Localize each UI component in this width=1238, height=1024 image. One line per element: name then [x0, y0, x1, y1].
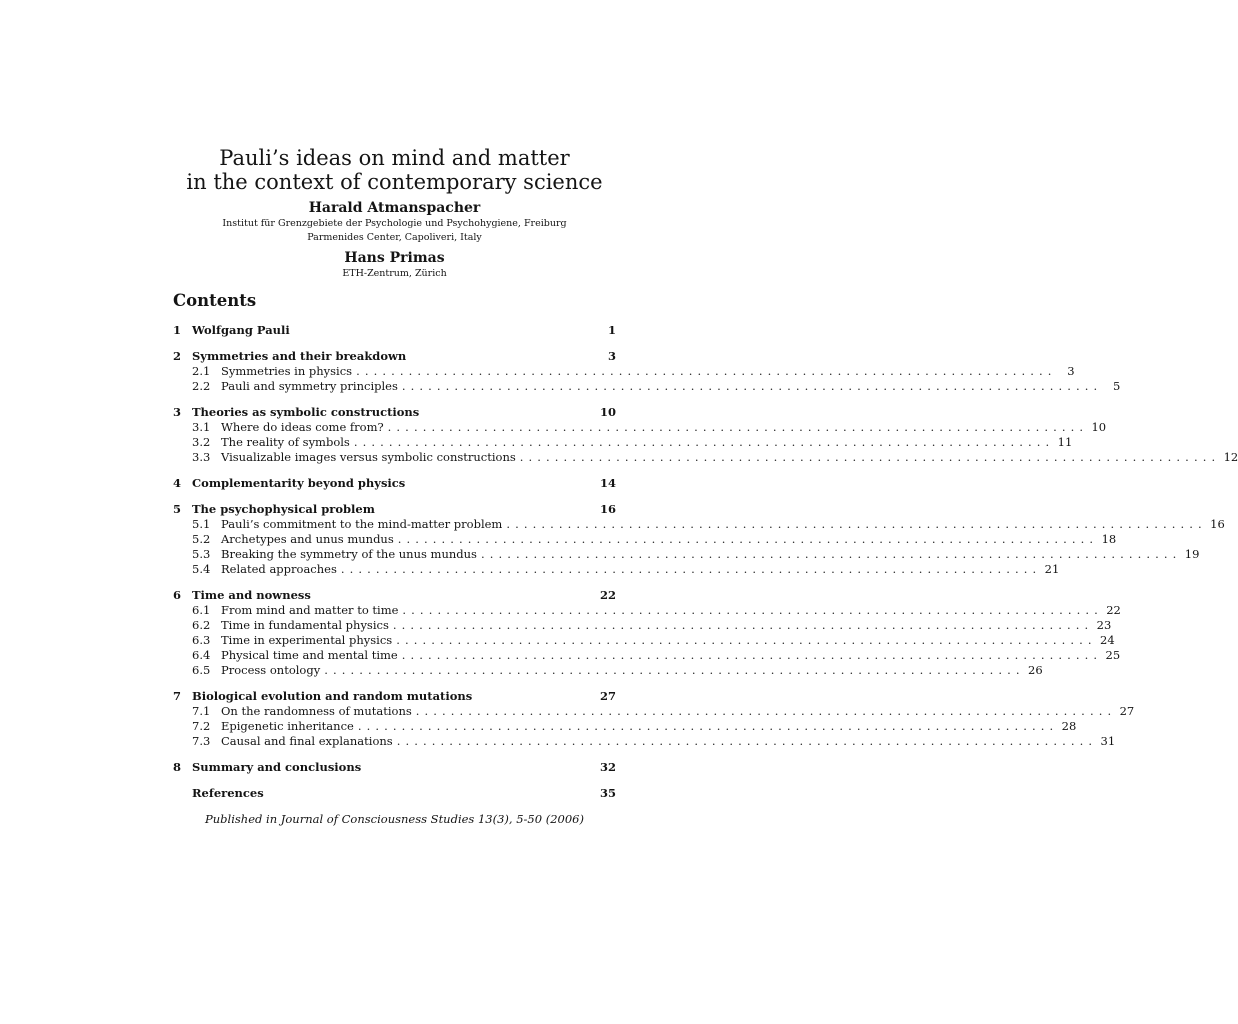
toc-subsection-number: 3.2 [192, 435, 211, 449]
toc-page-number: 10 [1091, 420, 1107, 434]
toc-section-number: 4 [173, 476, 182, 490]
toc-subsection-title: Time in experimental physics [221, 633, 393, 647]
toc-subsection-title: Related approaches [221, 562, 337, 576]
toc-section-title: References [192, 786, 264, 800]
toc-subsection-title: Pauli and symmetry principles [221, 379, 398, 393]
toc-page-number: 23 [1096, 618, 1112, 632]
toc-section-number: 8 [173, 760, 182, 774]
toc-section-number: 5 [173, 502, 182, 516]
title-line-2: in the context of contemporary science [186, 170, 603, 194]
dot-leader: ................................................................................ [353, 435, 1055, 449]
toc-subsection-title: Physical time and mental time [221, 648, 398, 662]
toc-section-entry[interactable] [173, 349, 616, 364]
title-block [173, 146, 616, 281]
toc-section [173, 689, 1135, 749]
toc-subsection-entry[interactable] [173, 517, 1225, 532]
toc-section-title: The psychophysical problem [192, 502, 375, 516]
dot-leader: ................................................................................ [401, 648, 1103, 662]
toc-subsection-number: 6.1 [192, 603, 211, 617]
toc-subsection-title: Pauli’s commitment to the mind-matter problem [221, 517, 503, 531]
toc-subsection-entry[interactable] [173, 435, 1073, 450]
author-name: Harald Atmanspacher [308, 200, 481, 216]
toc-subsection-entry[interactable] [173, 663, 1043, 678]
toc-subsection-entry[interactable] [173, 532, 1117, 547]
toc-subsection-number: 6.5 [192, 663, 211, 677]
toc-section-entry[interactable] [173, 689, 616, 704]
toc-subsection-entry[interactable] [173, 364, 1075, 379]
toc-subsection-number: 3.1 [192, 420, 211, 434]
dot-leader: ................................................................................ [519, 450, 1221, 464]
toc-page-number: 27 [599, 689, 616, 703]
dot-leader: ................................................................................ [396, 633, 1097, 647]
toc-subsection-entry[interactable] [173, 450, 1238, 465]
dot-leader: ................................................................................ [387, 420, 1089, 434]
toc-page-number: 31 [1100, 734, 1116, 748]
toc-subsection-entry[interactable] [173, 379, 1121, 394]
toc-page-number: 27 [1119, 704, 1135, 718]
dot-leader: ................................................................................ [480, 547, 1182, 561]
toc-subsection-title: Archetypes and unus mundus [221, 532, 394, 546]
toc-page-number: 25 [1105, 648, 1121, 662]
toc-section-title: Complementarity beyond physics [192, 476, 406, 490]
table-of-contents [173, 323, 1238, 801]
toc-subsection-number: 5.2 [192, 532, 211, 546]
toc-page-number: 35 [599, 786, 616, 800]
toc-section [173, 323, 616, 338]
toc-section-entry[interactable] [173, 476, 616, 491]
dot-leader: ................................................................................ [340, 562, 1042, 576]
toc-subsection-title: Where do ideas come from? [221, 420, 384, 434]
toc-subsection-entry[interactable] [173, 719, 1077, 734]
toc-page-number: 1 [607, 323, 616, 337]
toc-section-title: Theories as symbolic constructions [192, 405, 420, 419]
toc-section-entry[interactable] [173, 405, 616, 420]
paper-page [173, 146, 1238, 826]
toc-section-entry[interactable] [173, 588, 616, 603]
toc-page-number: 16 [1210, 517, 1225, 531]
toc-subsection-title: Causal and final explanations [221, 734, 393, 748]
toc-page-number: 3 [1067, 364, 1075, 378]
author-affiliation: Institut für Grenzgebiete der Psychologie und Psychohygiene, Freiburg [222, 218, 567, 229]
toc-section-number: 2 [173, 349, 182, 363]
toc-page-number: 14 [599, 476, 616, 490]
toc-subsection-entry[interactable] [173, 734, 1116, 749]
toc-section [173, 502, 1225, 577]
toc-section-entry[interactable] [173, 502, 616, 517]
publication-note: Published in Journal of Consciousness Studies 13(3), 5-50 (2006) [205, 812, 584, 826]
dot-leader: ................................................................................ [357, 719, 1059, 733]
toc-section-number: 6 [173, 588, 182, 602]
dot-leader: ................................................................................ [415, 704, 1117, 718]
title-line-1: Pauli’s ideas on mind and matter [219, 146, 570, 170]
toc-section-title: Symmetries and their breakdown [192, 349, 407, 363]
toc-page-number: 24 [1100, 633, 1115, 647]
author-affiliation: Parmenides Center, Capoliveri, Italy [307, 232, 482, 243]
toc-section-title: Time and nowness [192, 588, 311, 602]
toc-subsection-number: 5.3 [192, 547, 211, 561]
toc-subsection-number: 6.3 [192, 633, 211, 647]
toc-page-number: 21 [1044, 562, 1060, 576]
toc-section-number: 3 [173, 405, 182, 419]
dot-leader: ................................................................................ [356, 364, 1057, 378]
toc-subsection-title: From mind and matter to time [221, 603, 399, 617]
toc-subsection-entry[interactable] [173, 704, 1135, 719]
toc-subsection-number: 7.2 [192, 719, 211, 733]
toc-subsection-title: On the randomness of mutations [221, 704, 412, 718]
toc-subsection-number: 2.2 [192, 379, 211, 393]
toc-subsection-title: Symmetries in physics [221, 364, 353, 378]
toc-page-number: 22 [1106, 603, 1121, 617]
paper-title [173, 146, 616, 194]
toc-subsection-entry[interactable] [173, 547, 1200, 562]
dot-leader: ................................................................................ [324, 663, 1025, 677]
toc-subsection-number: 3.3 [192, 450, 211, 464]
toc-section-entry[interactable] [173, 323, 616, 338]
dot-leader: ................................................................................ [402, 603, 1103, 617]
toc-subsection-title: The reality of symbols [221, 435, 350, 449]
toc-subsection-entry[interactable] [173, 633, 1115, 648]
toc-subsection-number: 5.4 [192, 562, 211, 576]
toc-section [173, 405, 1238, 465]
toc-page-number: 18 [1101, 532, 1117, 546]
author-name: Hans Primas [344, 250, 445, 266]
toc-page-number: 28 [1061, 719, 1077, 733]
toc-section-title: Biological evolution and random mutations [192, 689, 473, 703]
toc-subsection-number: 6.4 [192, 648, 211, 662]
dot-leader: ................................................................................ [401, 379, 1103, 393]
toc-subsection-title: Time in fundamental physics [221, 618, 389, 632]
toc-section [173, 476, 616, 491]
toc-page-number: 22 [599, 588, 616, 602]
toc-page-number: 12 [1223, 450, 1238, 464]
toc-subsection-title: Epigenetic inheritance [221, 719, 354, 733]
toc-section [173, 760, 616, 775]
toc-section-number: 7 [173, 689, 182, 703]
toc-page-number: 3 [607, 349, 616, 363]
dot-leader: ................................................................................ [397, 532, 1099, 546]
toc-subsection-title: Breaking the symmetry of the unus mundus [221, 547, 477, 561]
toc-subsection-entry[interactable] [173, 603, 1121, 618]
toc-page-number: 32 [599, 760, 616, 774]
toc-page-number: 26 [1028, 663, 1043, 677]
toc-subsection-entry[interactable] [173, 562, 1060, 577]
toc-section-entry[interactable] [173, 786, 616, 801]
toc-section [173, 786, 616, 801]
toc-subsection-number: 2.1 [192, 364, 211, 378]
toc-subsection-number: 5.1 [192, 517, 211, 531]
dot-leader: ................................................................................ [392, 618, 1094, 632]
toc-page-number: 5 [1113, 379, 1121, 393]
contents-heading: Contents [173, 291, 257, 310]
toc-section-number: 1 [173, 323, 182, 337]
toc-section [173, 588, 1121, 678]
toc-page-number: 16 [599, 502, 616, 516]
dot-leader: ................................................................................ [506, 517, 1207, 531]
toc-page-number: 11 [1057, 435, 1073, 449]
toc-subsection-number: 7.3 [192, 734, 211, 748]
toc-page-number: 10 [599, 405, 616, 419]
toc-subsection-title: Process ontology [221, 663, 321, 677]
author-affiliation: ETH-Zentrum, Zürich [342, 268, 447, 279]
toc-subsection-entry[interactable] [173, 618, 1112, 633]
toc-subsection-number: 6.2 [192, 618, 211, 632]
toc-subsection-title: Visualizable images versus symbolic constructions [221, 450, 516, 464]
toc-section-title: Summary and conclusions [192, 760, 362, 774]
toc-subsection-number: 7.1 [192, 704, 211, 718]
toc-page-number: 19 [1184, 547, 1200, 561]
toc-subsection-entry[interactable] [173, 648, 1121, 663]
toc-section-entry[interactable] [173, 760, 616, 775]
toc-section [173, 349, 1121, 394]
toc-subsection-entry[interactable] [173, 420, 1107, 435]
dot-leader: ................................................................................ [396, 734, 1098, 748]
toc-section-title: Wolfgang Pauli [192, 323, 290, 337]
